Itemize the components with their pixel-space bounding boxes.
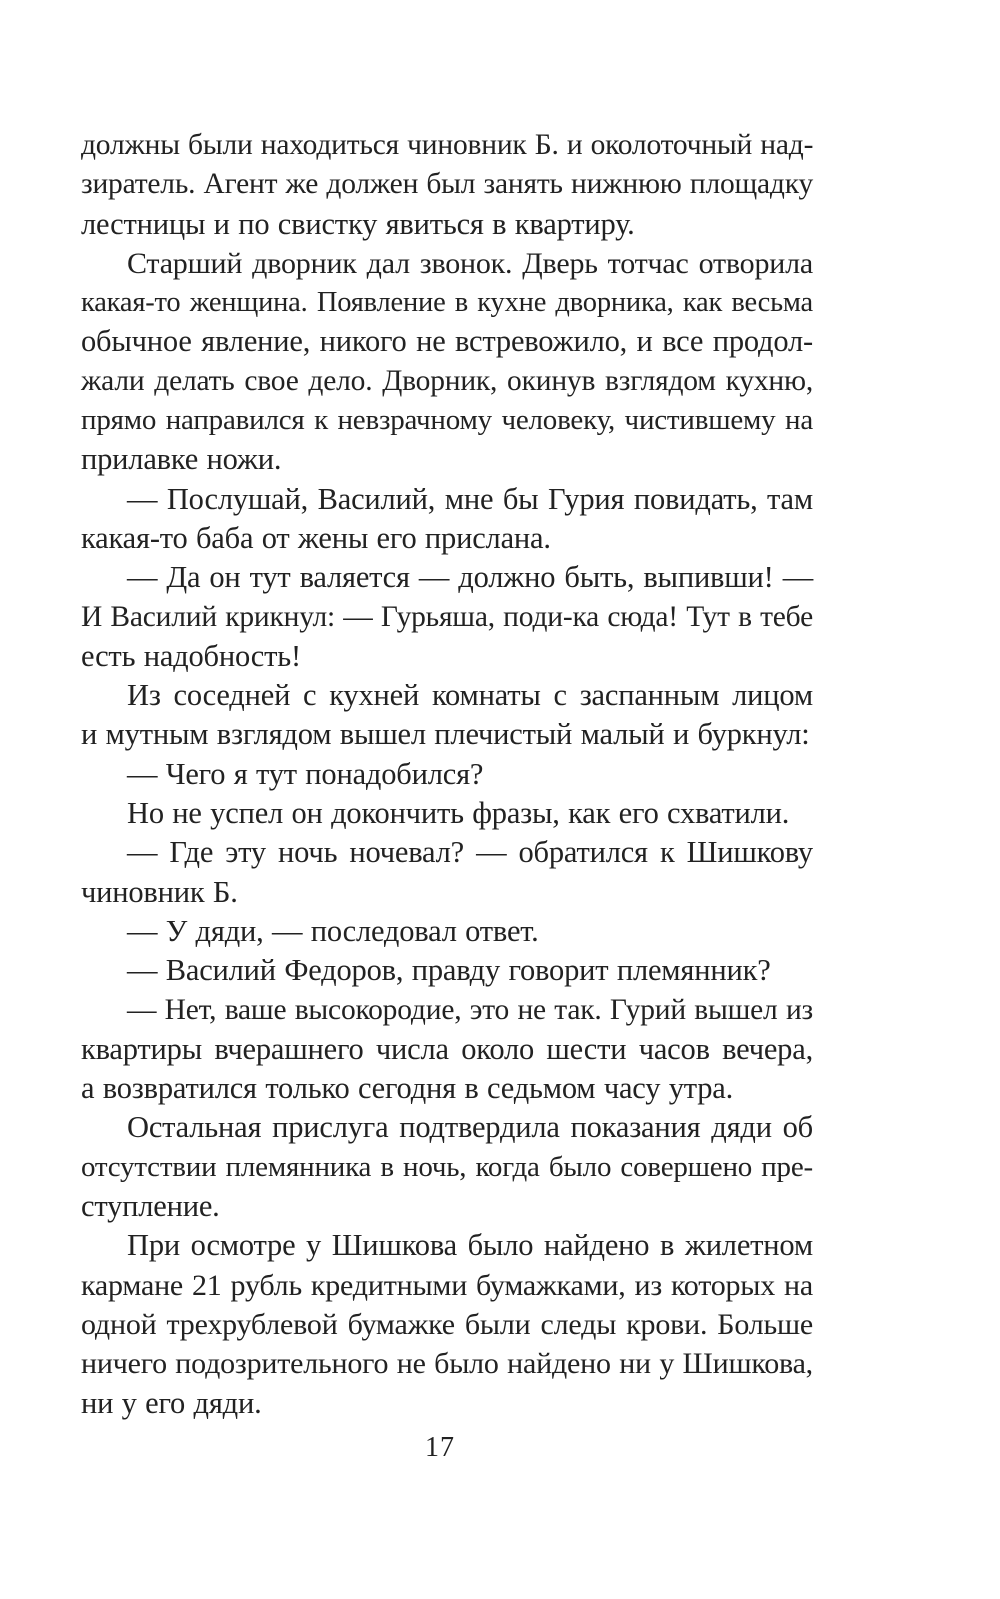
text-line: — Где эту ночь ночевал? — обратился к Шишкову	[127, 835, 813, 870]
paragraph	[81, 951, 813, 990]
text-line: — Нет, ваше высокородие, это не так. Гурий вышел из	[127, 993, 813, 1026]
text-line: — Послушай, Василий, мне бы Гурия повидать, там	[127, 481, 813, 516]
text-line: зиратель. Агент же должен был занять нижнюю площадку	[81, 168, 813, 201]
paragraph	[81, 558, 813, 676]
page-body	[81, 126, 813, 1423]
text-line: лестницы и по свистку явиться в квартиру.	[81, 206, 635, 241]
text-line: отсутствии племянника в ночь, когда было совершено пре-	[81, 1150, 813, 1183]
text-line: ступление.	[81, 1189, 220, 1224]
paragraph	[81, 912, 813, 951]
text-line: — Да он тут валяется — должно быть, выпивши! —	[127, 560, 813, 595]
text-line: Из соседней с кухней комнаты с заспанным лицом	[127, 678, 813, 713]
text-line: — Василий Федоров, правду говорит племянник?	[127, 953, 771, 988]
paragraph	[81, 794, 813, 833]
text-line: Но не успел он докончить фразы, как его схватили.	[127, 796, 790, 831]
text-line: квартиры вчерашнего числа около шести часов вечера,	[81, 1031, 813, 1066]
text-line: — У дяди, — последовал ответ.	[127, 913, 539, 948]
paragraph	[81, 1226, 813, 1422]
text-line: И Василий крикнул: — Гурьяша, поди-ка сюда! Тут в тебе	[81, 600, 813, 633]
text-line: обычное явление, никого не встревожило, и все продол-	[81, 324, 813, 359]
text-line: жали делать свое дело. Дворник, окинув взглядом кухню,	[81, 364, 813, 397]
text-line: должны были находиться чиновник Б. и околоточный над-	[81, 129, 814, 161]
text-line: прилавке ножи.	[81, 442, 282, 477]
text-line: и мутным взглядом вышел плечистый малый и буркнул:	[81, 717, 810, 752]
paragraph	[81, 991, 813, 1109]
paragraph	[81, 676, 813, 755]
text-line: какая-то женщина. Появление в кухне дворника, как весьма	[81, 287, 813, 319]
text-line: При осмотре у Шишкова было найдено в жилетном	[127, 1228, 813, 1263]
paragraph	[81, 244, 813, 480]
text-line: чиновник Б.	[81, 874, 238, 909]
text-line: кармане 21 рубль кредитными бумажками, из которых на	[81, 1268, 813, 1302]
paragraph	[81, 1108, 813, 1226]
page-number: 17	[425, 1432, 455, 1463]
paragraph	[81, 480, 813, 559]
text-line: Старший дворник дал звонок. Дверь тотчас отворила	[127, 246, 813, 280]
paragraph	[81, 126, 813, 244]
text-line: — Чего я тут понадобился?	[127, 756, 484, 791]
text-line: а возвратился только сегодня в седьмом часу утра.	[81, 1071, 734, 1106]
text-line: Остальная прислуга подтвердила показания дяди об	[127, 1110, 813, 1145]
text-line: какая-то баба от жены его прислана.	[81, 520, 551, 555]
paragraph	[81, 833, 813, 912]
text-line: есть надобность!	[81, 638, 301, 673]
text-line: ни у его дяди.	[81, 1385, 262, 1420]
text-line: ничего подозрительного не было найдено ни у Шишкова,	[81, 1347, 813, 1381]
text-line: прямо направился к невзрачному человеку, чистившему на	[81, 404, 813, 437]
paragraph	[81, 755, 813, 794]
text-line: одной трехрублевой бумажке были следы крови. Больше	[81, 1307, 813, 1341]
